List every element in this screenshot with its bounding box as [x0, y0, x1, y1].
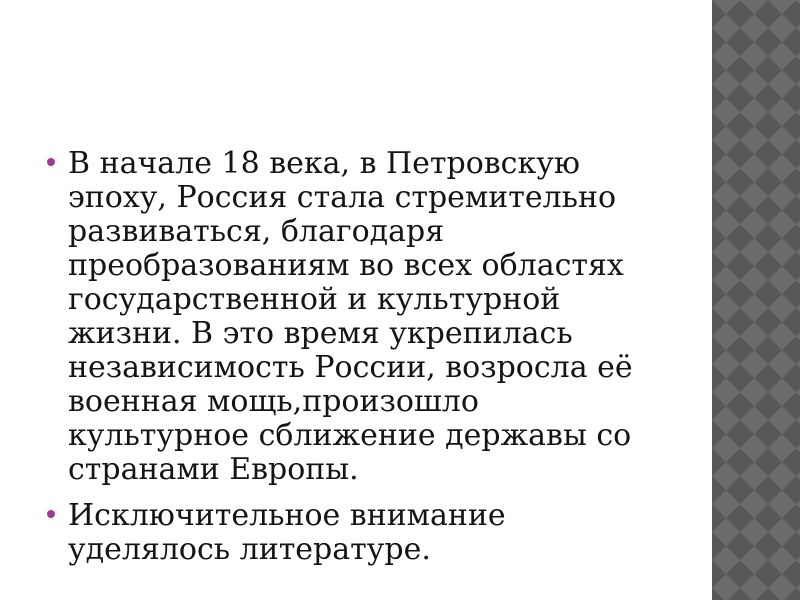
bullet-item	[68, 499, 668, 567]
slide-text-block	[68, 147, 668, 567]
bullet-text: В начале 18 века, в Петровскую эпоху, Россия стала стремительно развиваться, благодаря преобразованиям во всех областях государственной и культурной жизни. В это время укрепилась независимость России, возросла её военная мощь,произошло культурное сближение державы со странами Европы.	[68, 146, 633, 487]
bullet-item	[68, 147, 668, 487]
bullet-text: Исключительное внимание уделялось литературе.	[68, 498, 506, 567]
decorative-diamond-pattern-strip	[712, 0, 800, 600]
bullet-dot-icon	[47, 158, 55, 166]
bullet-dot-icon	[47, 510, 55, 518]
